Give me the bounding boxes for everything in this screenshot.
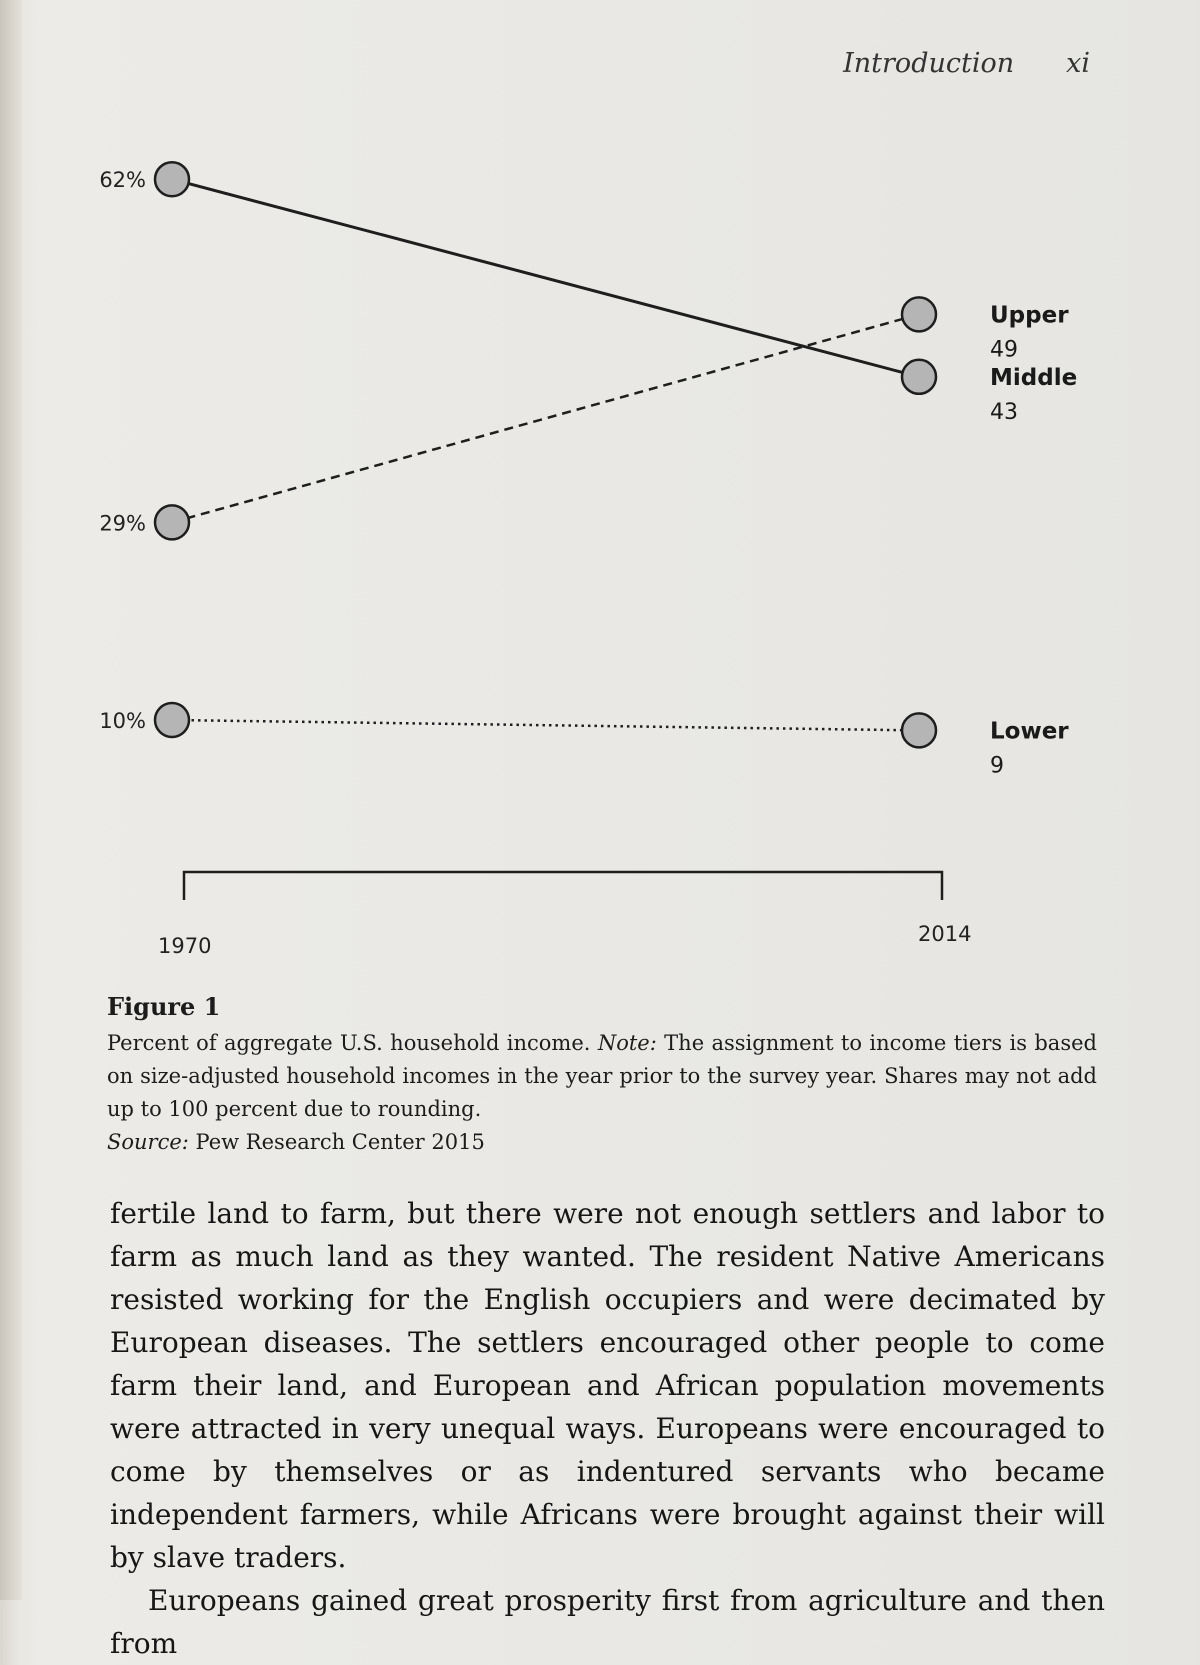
upper-series-line [172, 314, 919, 522]
figure-source [107, 1126, 1097, 1159]
figure-description [107, 1027, 1097, 1126]
caption-text: Percent of aggregate U.S. household income. [107, 1031, 591, 1055]
note-label: Note: [597, 1031, 657, 1055]
time-axis [184, 872, 942, 900]
upper-end-marker [902, 297, 936, 331]
lower-end-label: 9 [990, 753, 1004, 779]
middle-series-line [172, 179, 919, 377]
lower-start-label: 10% [99, 709, 146, 733]
upper-series-name: Upper [990, 302, 1069, 329]
middle-series-name: Middle [990, 364, 1078, 391]
upper-start-marker [155, 505, 189, 539]
source-text: Pew Research Center 2015 [195, 1130, 485, 1154]
x-tick-label: 2014 [918, 922, 972, 946]
section-title: Introduction [843, 48, 1015, 79]
middle-end-label: 43 [990, 399, 1018, 425]
figure-caption [107, 992, 1097, 1159]
lower-series-name: Lower [990, 718, 1069, 745]
note-text: The assignment to income tiers is based on size-adjusted household incomes in the year prior to the survey year. Shares may not add up to 100 percent due to rounding. [107, 1031, 1097, 1121]
lower-start-marker [155, 703, 189, 737]
middle-start-marker [155, 162, 189, 196]
figure-title: Figure 1 [107, 992, 221, 1021]
upper-end-label: 49 [990, 337, 1018, 363]
middle-end-marker [902, 360, 936, 394]
page-number: xi [1066, 48, 1090, 79]
source-label: Source: [107, 1130, 189, 1154]
body-text [110, 1192, 1105, 1665]
paragraph: fertile land to farm, but there were not enough settlers and labor to farm as much land as they wanted. The resident Native Americans resisted working for the English occupiers and were decimated by European diseases. The settlers encouraged other people to come farm their land, and European and African population movements were attracted in very unequal ways. Europeans were encouraged to come by themselves or as indentured servants who became independent farmers, while Africans were brought against their will by slave traders. [110, 1197, 1105, 1574]
lower-series-line [172, 720, 919, 730]
upper-start-label: 29% [99, 511, 146, 536]
middle-start-label: 62% [99, 168, 146, 193]
x-tick-label: 1970 [158, 934, 212, 958]
paragraph: Europeans gained great prosperity first from agriculture and then from [110, 1584, 1105, 1660]
lower-end-marker [902, 713, 936, 747]
